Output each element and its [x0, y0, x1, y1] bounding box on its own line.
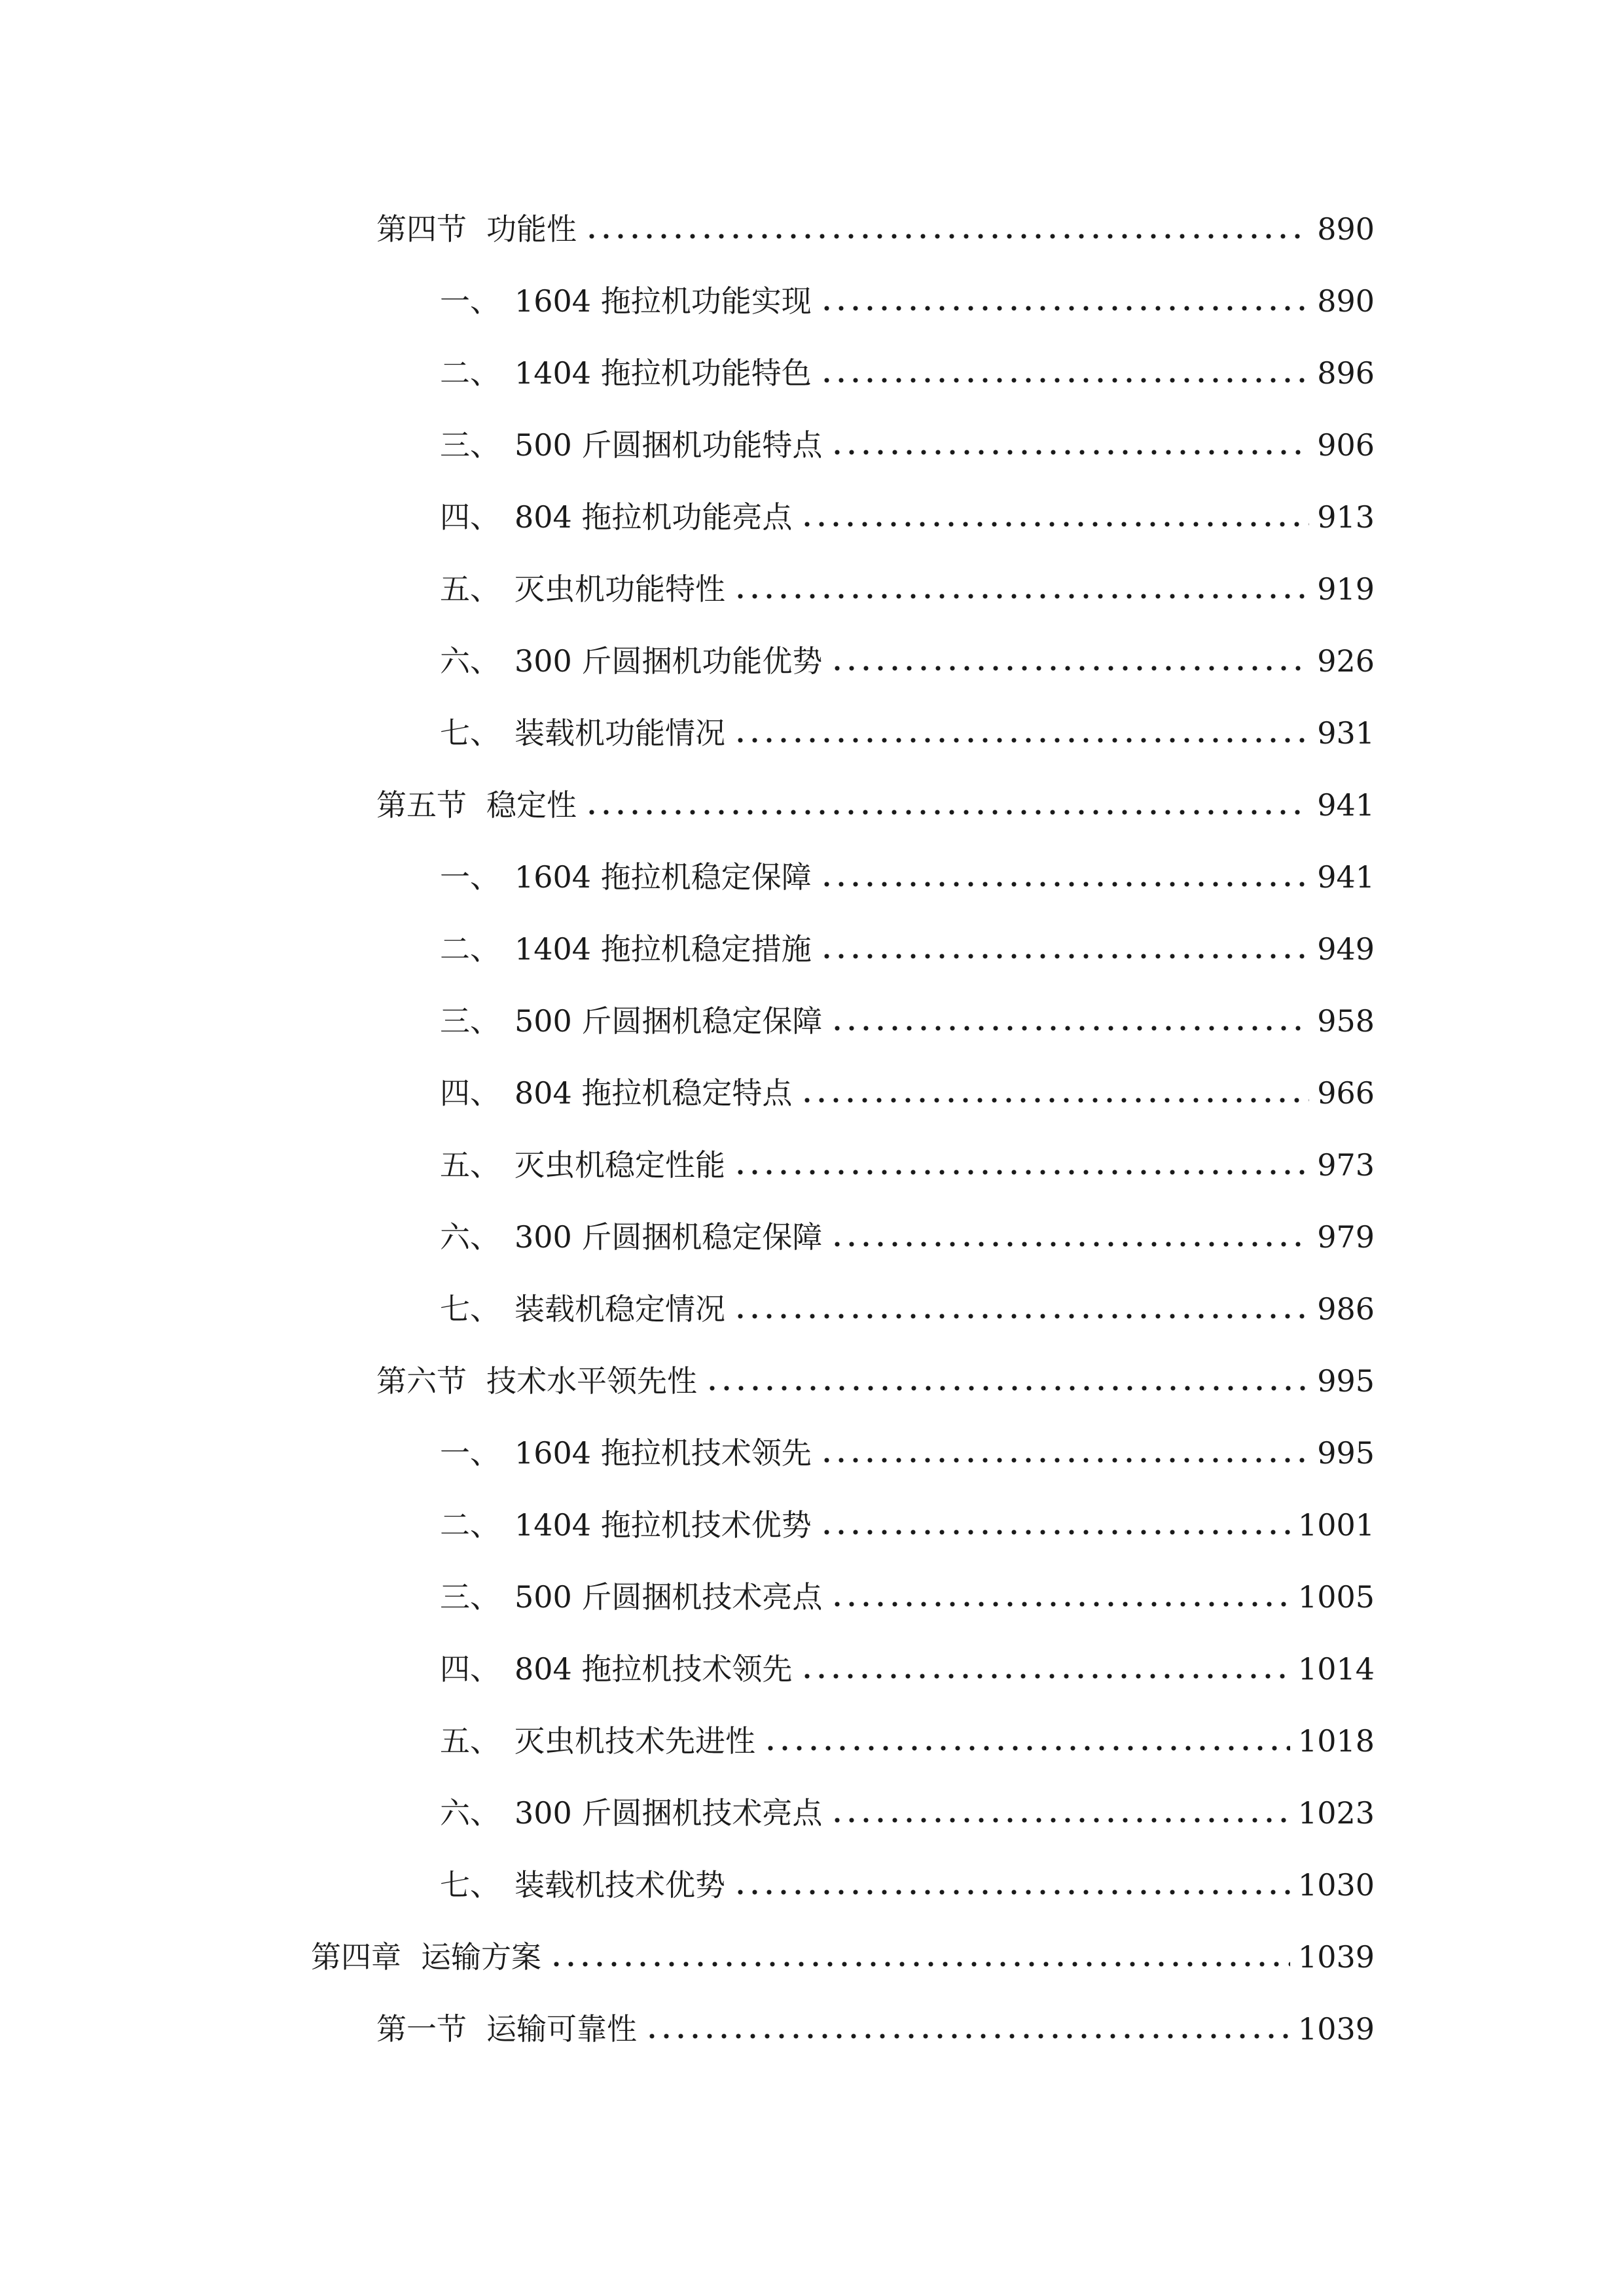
toc-entry-label	[440, 1856, 725, 1914]
toc-entry-label	[311, 1928, 541, 1986]
toc-entry-title: 500 斤圆捆机稳定保障	[514, 1003, 823, 1039]
toc-entry-number: 第四章	[311, 1939, 401, 1975]
toc-entry-number: 二、	[440, 355, 500, 391]
toc-entry-number: 第五节	[376, 787, 467, 823]
toc-entry-label	[440, 632, 822, 691]
dot-leader	[645, 2033, 1290, 2039]
toc-entry-number: 一、	[440, 283, 500, 319]
toc-entry-page: 1030	[1297, 1867, 1375, 1903]
toc-entry-label	[440, 1064, 792, 1122]
toc-entry-page: 979	[1317, 1219, 1375, 1255]
toc-entry-number: 第六节	[376, 1363, 467, 1399]
toc-entry-number: 六、	[440, 643, 500, 679]
toc-entry-title: 功能性	[486, 211, 577, 247]
toc-entry-page: 1001	[1297, 1507, 1375, 1543]
toc-entry[interactable]	[376, 776, 1375, 834]
toc-entry[interactable]	[440, 848, 1375, 906]
toc-entry-label	[440, 1136, 725, 1194]
toc-entry-label	[440, 1784, 822, 1842]
toc-entry[interactable]	[440, 272, 1375, 331]
toc-entry-title: 300 斤圆捆机技术亮点	[514, 1795, 823, 1831]
toc-entry-number: 五、	[440, 571, 500, 607]
dot-leader	[820, 1529, 1290, 1535]
toc-entry-page: 906	[1317, 427, 1375, 463]
toc-entry-label	[440, 920, 812, 978]
toc-entry[interactable]	[440, 1568, 1375, 1626]
toc-entry-page: 1005	[1297, 1579, 1375, 1615]
toc-entry-title: 1604 拖拉机技术领先	[514, 1435, 812, 1471]
toc-entry-label	[376, 2000, 637, 2058]
toc-entry-label	[440, 1712, 755, 1770]
toc-entry[interactable]	[440, 704, 1375, 762]
dot-leader	[800, 1097, 1309, 1103]
toc-entry-title: 灭虫机稳定性能	[514, 1147, 725, 1183]
toc-entry-title: 装载机技术优势	[514, 1867, 725, 1903]
toc-entry-number: 第四节	[376, 211, 467, 247]
toc-entry[interactable]	[440, 1496, 1375, 1554]
toc-entry-page: 913	[1317, 499, 1375, 535]
toc-entry-title: 1404 拖拉机技术优势	[514, 1507, 812, 1543]
toc-entry-page: 949	[1317, 931, 1375, 967]
toc-entry-number: 五、	[440, 1723, 500, 1759]
toc-entry[interactable]	[311, 1928, 1375, 1986]
toc-entry[interactable]	[440, 1712, 1375, 1770]
toc-entry-title: 1404 拖拉机功能特色	[514, 355, 812, 391]
toc-entry-title: 稳定性	[486, 787, 577, 823]
toc-entry-page: 1039	[1297, 1939, 1375, 1975]
dot-leader	[830, 1241, 1309, 1247]
toc-entry-label	[440, 1424, 812, 1482]
toc-entry-page: 1018	[1297, 1723, 1375, 1759]
toc-entry-label	[376, 200, 577, 259]
toc-entry[interactable]	[440, 488, 1375, 547]
toc-entry-number: 二、	[440, 931, 500, 967]
toc-entry-title: 运输方案	[421, 1939, 541, 1975]
toc-entry-title: 灭虫机功能特性	[514, 571, 725, 607]
toc-entry[interactable]	[440, 1856, 1375, 1914]
toc-entry-label	[440, 704, 725, 762]
toc-entry[interactable]	[440, 1424, 1375, 1482]
toc-entry-label	[440, 848, 812, 906]
toc-entry[interactable]	[440, 1640, 1375, 1698]
toc-entry-page: 941	[1317, 859, 1375, 895]
toc-entry-label	[440, 416, 822, 475]
toc-entry-number: 七、	[440, 1867, 500, 1903]
toc-entry-number: 三、	[440, 1003, 500, 1039]
toc-entry-page: 986	[1317, 1291, 1375, 1327]
toc-entry-number: 七、	[440, 1291, 500, 1327]
dot-leader	[733, 1313, 1309, 1319]
dot-leader	[820, 377, 1309, 384]
toc-entry[interactable]	[440, 560, 1375, 619]
toc-entry[interactable]	[440, 1784, 1375, 1842]
toc-entry-number: 一、	[440, 1435, 500, 1471]
toc-entry-page: 1023	[1297, 1795, 1375, 1831]
toc-entry-number: 四、	[440, 1651, 500, 1687]
dot-leader	[820, 953, 1309, 960]
toc-entry-label	[440, 1496, 812, 1554]
toc-entry-label	[440, 1568, 822, 1626]
toc-entry[interactable]	[440, 416, 1375, 475]
toc-entry[interactable]	[376, 2000, 1375, 2058]
toc-entry-label	[440, 272, 812, 331]
toc-entry-number: 三、	[440, 427, 500, 463]
toc-entry[interactable]	[440, 1136, 1375, 1194]
dot-leader	[830, 665, 1309, 672]
dot-leader	[830, 1025, 1309, 1031]
toc-entry-number: 一、	[440, 859, 500, 895]
toc-entry-title: 灭虫机技术先进性	[514, 1723, 755, 1759]
toc-entry-page: 896	[1317, 355, 1375, 391]
toc-entry-page: 919	[1317, 571, 1375, 607]
toc-entry-page: 1039	[1297, 2011, 1375, 2047]
dot-leader	[763, 1745, 1290, 1751]
toc-entry-page: 995	[1317, 1435, 1375, 1471]
toc-entry-title: 1604 拖拉机稳定保障	[514, 859, 812, 895]
toc-entry-page: 931	[1317, 715, 1375, 751]
dot-leader	[830, 449, 1309, 456]
toc-entry-page: 941	[1317, 787, 1375, 823]
toc-entry-number: 三、	[440, 1579, 500, 1615]
toc-entry-number: 四、	[440, 499, 500, 535]
toc-entry-label	[440, 1640, 792, 1698]
toc-entry-title: 804 拖拉机功能亮点	[514, 499, 793, 535]
toc-entry-page: 890	[1317, 211, 1375, 247]
dot-leader	[733, 737, 1309, 744]
toc-entry-page: 1014	[1297, 1651, 1375, 1687]
toc-entry-label	[440, 560, 725, 619]
toc-entry[interactable]	[440, 1280, 1375, 1338]
dot-leader	[800, 1673, 1290, 1679]
toc-entry-number: 五、	[440, 1147, 500, 1183]
toc-entry-label	[376, 776, 577, 834]
toc-entry-title: 300 斤圆捆机稳定保障	[514, 1219, 823, 1255]
dot-leader	[820, 305, 1309, 312]
toc-entry-title: 500 斤圆捆机功能特点	[514, 427, 823, 463]
dot-leader	[585, 233, 1309, 240]
toc-entry-number: 六、	[440, 1219, 500, 1255]
toc-entry-page: 995	[1317, 1363, 1375, 1399]
toc-entry-number: 七、	[440, 715, 500, 751]
toc-entry-title: 804 拖拉机稳定特点	[514, 1075, 793, 1111]
toc-entry[interactable]	[440, 992, 1375, 1050]
toc-entry[interactable]	[440, 344, 1375, 403]
toc-entry-title: 300 斤圆捆机功能优势	[514, 643, 823, 679]
dot-leader	[800, 521, 1309, 528]
toc-entry[interactable]	[440, 1064, 1375, 1122]
toc-entry-number: 二、	[440, 1507, 500, 1543]
toc-entry-page: 973	[1317, 1147, 1375, 1183]
dot-leader	[820, 881, 1309, 888]
toc-entry-label	[440, 488, 792, 547]
toc-entry-title: 1604 拖拉机功能实现	[514, 283, 812, 319]
toc-entry-number: 六、	[440, 1795, 500, 1831]
toc-entry-label	[440, 1208, 822, 1266]
dot-leader	[733, 593, 1309, 600]
dot-leader	[705, 1385, 1309, 1391]
dot-leader	[830, 1817, 1290, 1823]
toc-entry-page: 890	[1317, 283, 1375, 319]
dot-leader	[830, 1601, 1290, 1607]
toc-entry[interactable]	[376, 1352, 1375, 1410]
dot-leader	[549, 1961, 1290, 1967]
toc-entry-title: 运输可靠性	[486, 2011, 637, 2047]
toc-entry-title: 技术水平领先性	[486, 1363, 697, 1399]
toc-entry-title: 装载机稳定情况	[514, 1291, 725, 1327]
toc-entry-page: 926	[1317, 643, 1375, 679]
dot-leader	[733, 1889, 1290, 1895]
toc-entry-label	[440, 992, 822, 1050]
toc-entry-label	[440, 344, 812, 403]
toc-entry[interactable]	[376, 200, 1375, 259]
toc-entry-number: 第一节	[376, 2011, 467, 2047]
toc-entry-title: 804 拖拉机技术领先	[514, 1651, 793, 1687]
toc-entry[interactable]	[440, 1208, 1375, 1266]
dot-leader	[820, 1457, 1309, 1463]
toc-entry-title: 1404 拖拉机稳定措施	[514, 931, 812, 967]
dot-leader	[585, 809, 1309, 816]
toc-entry-page: 958	[1317, 1003, 1375, 1039]
toc-entry[interactable]	[440, 632, 1375, 691]
toc-entry-number: 四、	[440, 1075, 500, 1111]
toc-entry-label	[376, 1352, 697, 1410]
toc-entry-title: 500 斤圆捆机技术亮点	[514, 1579, 823, 1615]
dot-leader	[733, 1169, 1309, 1175]
toc-entry[interactable]	[440, 920, 1375, 978]
toc-entry-page: 966	[1317, 1075, 1375, 1111]
toc-entry-label	[440, 1280, 725, 1338]
toc-entry-title: 装载机功能情况	[514, 715, 725, 751]
